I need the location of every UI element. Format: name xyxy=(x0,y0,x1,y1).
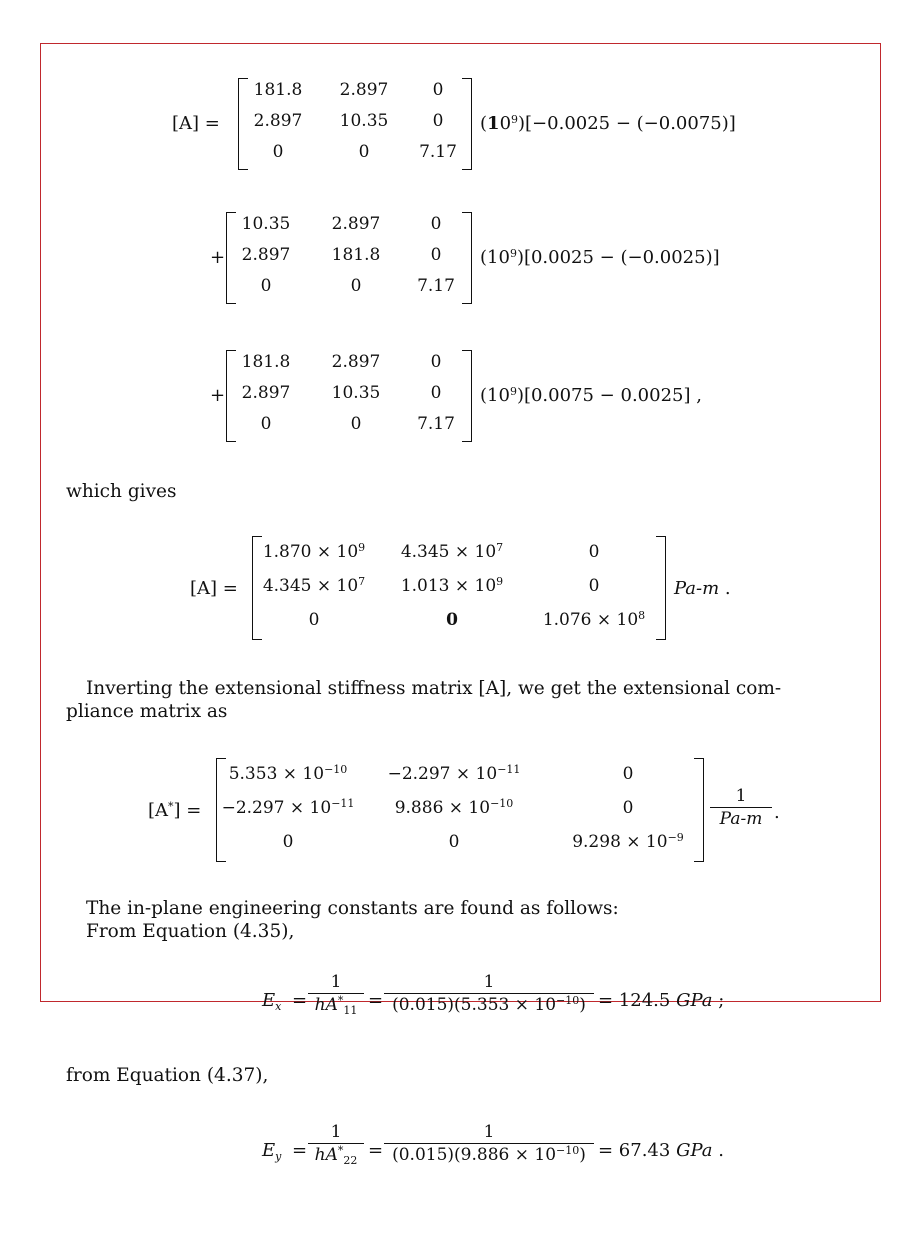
eq2-factor: $(10^9)[0.0025 - (-0.0025)]$ xyxy=(480,247,720,268)
A-r2c2: $1.076 \times 10^8$ xyxy=(542,609,646,630)
A-r1c1: $1.013 \times 10^9$ xyxy=(400,575,504,596)
matrix-3 xyxy=(226,350,472,442)
Ex-eq: = xyxy=(292,990,308,1011)
eq3-factor: $(10^9)[0.0075 - 0.0025]$ , xyxy=(480,385,702,406)
m3-r0c0: 181.8 xyxy=(241,352,291,372)
matrix-A-result xyxy=(252,536,666,640)
m3-r1c0: 2.897 xyxy=(241,383,291,403)
Astar-r1c1: $9.886 \times 10^{-10}$ xyxy=(394,797,514,818)
A-r0c0: $1.870 \times 10^9$ xyxy=(262,541,366,562)
m1-r0c0: 181.8 xyxy=(253,80,303,100)
equation-A-result xyxy=(190,536,770,640)
Astar-tail: . xyxy=(774,802,780,823)
matrix-2-left-bracket xyxy=(226,212,236,304)
Ey-frac1-num: 1 xyxy=(330,1122,342,1142)
m1-r1c0: 2.897 xyxy=(253,111,303,131)
m3-r1c1: 10.35 xyxy=(331,383,381,403)
m2-r1c0: 2.897 xyxy=(241,245,291,265)
m1-r1c2: 0 xyxy=(432,111,444,131)
equation-Ey xyxy=(262,1122,782,1182)
Astar-r0c0: $5.353 \times 10^{-10}$ xyxy=(228,763,348,784)
A-r0c2: 0 xyxy=(588,542,600,562)
text-inverting-line1: Inverting the extensional stiffness matrix [A], we get the extensional com- xyxy=(86,678,782,699)
eq1-lhs: [A] = xyxy=(172,113,220,134)
Ey-frac2-den: $(0.015)(9.886 \times 10^{-10})$ xyxy=(384,1143,594,1165)
Astar-r2c1: 0 xyxy=(448,832,460,852)
Ex-frac1-den: $hA^*_{11}$ xyxy=(308,993,364,1015)
m2-r0c0: 10.35 xyxy=(241,214,291,234)
m1-r2c1: 0 xyxy=(358,142,370,162)
A-r1c0: $4.345 \times 10^7$ xyxy=(262,575,366,596)
Astar-r0c1: $-2.297 \times 10^{-11}$ xyxy=(387,763,521,784)
A-r1c2: 0 xyxy=(588,576,600,596)
Astar-r2c0: 0 xyxy=(282,832,294,852)
matrix-Astar xyxy=(216,758,704,862)
matrix-2 xyxy=(226,212,472,304)
m2-r2c0: 0 xyxy=(260,276,272,296)
eq1-factor: $(10^9)[-0.0025 - (-0.0075)]$ xyxy=(480,113,736,134)
m2-r0c1: 2.897 xyxy=(331,214,381,234)
Astar-unit-denominator: Pa-m xyxy=(710,807,772,829)
Astar-r2c2: $9.298 \times 10^{-9}$ xyxy=(572,831,684,852)
m1-r2c2: 7.17 xyxy=(419,142,457,162)
Astar-unit-numerator: 1 xyxy=(735,786,747,806)
equation-1 xyxy=(172,78,792,170)
A-r2c0: 0 xyxy=(308,610,320,630)
Ex-frac2-den: $(0.015)(5.353 \times 10^{-10})$ xyxy=(384,993,594,1015)
eq2-plus: + xyxy=(210,247,226,268)
Ey-frac2-num: 1 xyxy=(483,1122,495,1142)
equation-3 xyxy=(210,350,770,442)
m2-r2c1: 0 xyxy=(350,276,362,296)
m2-r0c2: 0 xyxy=(430,214,442,234)
text-inplane xyxy=(66,897,866,943)
A-result-unit: Pa-m . xyxy=(674,578,731,599)
matrix-Astar-right-bracket xyxy=(694,758,704,862)
Ex-frac1-num: 1 xyxy=(330,972,342,992)
text-from-eq437: from Equation (4.37), xyxy=(66,1065,269,1086)
text-inverting xyxy=(66,677,866,723)
m2-r2c2: 7.17 xyxy=(417,276,455,296)
equation-Ex xyxy=(262,972,782,1032)
matrix-2-right-bracket xyxy=(462,212,472,304)
matrix-1-left-bracket xyxy=(238,78,248,170)
m3-r2c2: 7.17 xyxy=(417,414,455,434)
text-from-eq435: From Equation (4.35), xyxy=(86,921,295,942)
matrix-A-right-bracket xyxy=(656,536,666,640)
Ex-frac1 xyxy=(308,972,364,1015)
Ex-lhs: $E_x$ xyxy=(262,990,282,1013)
A-result-lhs: [A] = xyxy=(190,578,238,599)
A-r2c1: 0 xyxy=(446,610,458,630)
Ex-frac2-num: 1 xyxy=(483,972,495,992)
equation-2 xyxy=(210,212,770,304)
Ey-frac2 xyxy=(384,1122,594,1165)
Astar-unit-fraction xyxy=(710,786,772,829)
Ey-frac1-den: $hA^*_{22}$ xyxy=(308,1143,364,1165)
Ey-eq2: = xyxy=(368,1140,384,1161)
matrix-3-right-bracket xyxy=(462,350,472,442)
m1-r0c1: 2.897 xyxy=(339,80,389,100)
m1-r1c1: 10.35 xyxy=(339,111,389,131)
m2-r1c1: 181.8 xyxy=(331,245,381,265)
Ex-result: = 124.5 GPa ; xyxy=(598,990,725,1011)
m3-r0c1: 2.897 xyxy=(331,352,381,372)
Ey-frac1 xyxy=(308,1122,364,1165)
Astar-lhs: [A*] = xyxy=(148,800,202,821)
text-inverting-line2: pliance matrix as xyxy=(66,701,228,722)
text-which-gives: which gives xyxy=(66,481,177,502)
Ex-eq2: = xyxy=(368,990,384,1011)
A-r0c1: $4.345 \times 10^7$ xyxy=(400,541,504,562)
Ey-lhs: $E_y$ xyxy=(262,1140,282,1163)
matrix-3-left-bracket xyxy=(226,350,236,442)
m1-r0c2: 0 xyxy=(432,80,444,100)
Ex-frac2 xyxy=(384,972,594,1015)
Ey-result: = 67.43 GPa . xyxy=(598,1140,724,1161)
equation-Astar xyxy=(148,758,808,862)
text-inplane-line: The in-plane engineering constants are found as follows: xyxy=(86,898,619,919)
m3-r0c2: 0 xyxy=(430,352,442,372)
Ey-eq: = xyxy=(292,1140,308,1161)
matrix-A-left-bracket xyxy=(252,536,262,640)
m3-r2c1: 0 xyxy=(350,414,362,434)
eq3-plus: + xyxy=(210,385,226,406)
m3-r1c2: 0 xyxy=(430,383,442,403)
Astar-r1c0: $-2.297 \times 10^{-11}$ xyxy=(221,797,355,818)
m2-r1c2: 0 xyxy=(430,245,442,265)
m3-r2c0: 0 xyxy=(260,414,272,434)
m1-r2c0: 0 xyxy=(272,142,284,162)
Astar-r1c2: 0 xyxy=(622,798,634,818)
matrix-1-right-bracket xyxy=(462,78,472,170)
matrix-1 xyxy=(238,78,472,170)
Astar-r0c2: 0 xyxy=(622,764,634,784)
